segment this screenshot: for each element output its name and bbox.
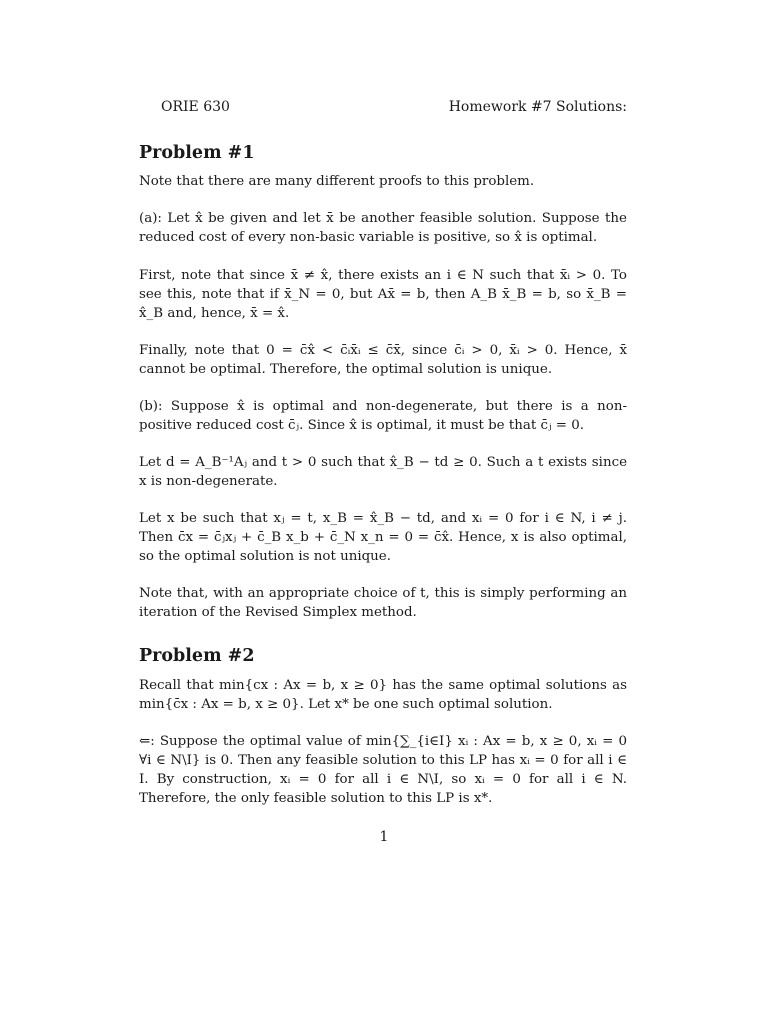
problem-1-paragraph-b: (b): Suppose x̂ is optimal and non-degenerate, but there is a non-positive reduced cost c̄ⱼ. Since x̂ is optimal, it must be that c̄ⱼ = 0. [139,399,627,433]
problem-1-paragraph-a: (a): Let x̂ be given and let x̄ be another feasible solution. Suppose the reduced cost of every non-basic variable is positive, so x̂ is optimal. [139,211,627,245]
problem-1-paragraph-finally: Finally, note that 0 = c̄x̂ < c̄ᵢx̄ᵢ ≤ c̄x̄, since c̄ᵢ > 0, x̄ᵢ > 0. Hence, x̄ cannot be optimal. Therefore, the optimal solution is unique. [139,343,627,377]
problem-2-paragraph-proof: ⇐: Suppose the optimal value of min{∑_{i∈I} xᵢ : Ax = b, x ≥ 0, xᵢ = 0 ∀i ∈ N\I} is 0. Then any feasible solution to this LP has xᵢ = 0 for all i ∈ I. By construction, xᵢ = 0 for all i ∈ N\I, so xᵢ = 0 for all i ∈ N. Therefore, the only feasible solution to this LP is x*. [139,734,627,806]
problem-1-paragraph-let-d: Let d = A_B⁻¹Aⱼ and t > 0 such that x̂_B − td ≥ 0. Such a t exists since x is non-degenerate. [139,455,627,489]
problem-1-paragraph-first: First, note that since x̄ ≠ x̂, there exists an i ∈ N such that x̄ᵢ > 0. To see this, note that if x̄_N = 0, but Ax̄ = b, then A_B x̄_B = b, so x̄_B = x̂_B and, hence, x̄ = x̂. [139,268,627,321]
problem-1-paragraph-note: Note that, with an appropriate choice of t, this is simply performing an iteration of the Revised Simplex method. [139,586,627,620]
document-title: Homework #7 Solutions: [448,99,627,115]
problem-1-paragraph-let-x: Let x be such that xⱼ = t, x_B = x̂_B − td, and xᵢ = 0 for i ∈ N, i ≠ j. Then c̄x = c̄ⱼxⱼ + c̄_B x_b + c̄_N x_n = 0 = c̄x̂. Hence, x is also optimal, so the optimal solution is not unique. [139,511,627,564]
course-code: ORIE 630 [161,99,230,115]
page-number: 1 [379,829,389,845]
problem-1-paragraph-intro: Note that there are many different proofs to this problem. [139,174,535,189]
problem-1-heading: Problem #1 [139,143,255,163]
problem-2-heading: Problem #2 [139,646,255,666]
problem-2-paragraph-recall: Recall that min{cx : Ax = b, x ≥ 0} has the same optimal solutions as min{c̄x : Ax = b, x ≥ 0}. Let x* be one such optimal solution. [139,678,627,712]
